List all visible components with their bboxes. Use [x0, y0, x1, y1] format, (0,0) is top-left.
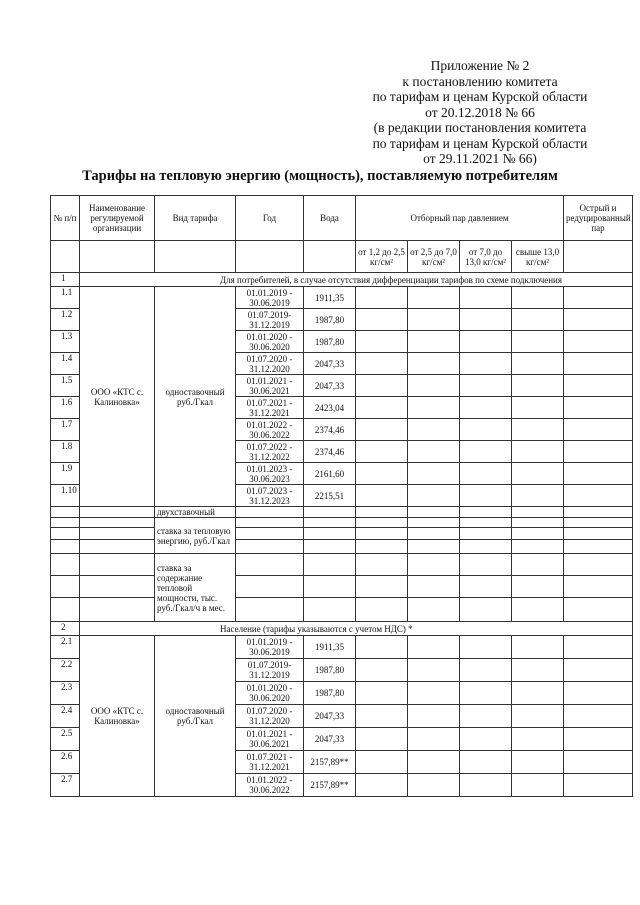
period: 01.01.2023 - 30.06.2023 [236, 463, 304, 485]
period: 01.01.2022 - 30.06.2022 [236, 419, 304, 441]
row-number: 1.8 [51, 441, 80, 463]
period: 01.07.2020 - 31.12.2020 [236, 353, 304, 375]
section-number: 1 [51, 273, 80, 287]
header-line: к постановлению комитета [402, 73, 558, 89]
water-value: 2423,04 [304, 397, 356, 419]
water-value: 1987,80 [304, 309, 356, 331]
rate-capacity-label: ставка за содержание тепловой мощности, тыс. руб./Гкал/ч в мес. [155, 554, 236, 622]
water-value: 1987,80 [304, 331, 356, 353]
table-row [51, 636, 633, 659]
rate-energy-label: ставка за тепловую энергию, руб./Гкал [155, 518, 236, 554]
row-number: 1.2 [51, 309, 80, 331]
col-header-tariff-type: Вид тарифа [155, 196, 236, 241]
water-value: 2047,33 [304, 375, 356, 397]
period: 01.07.2019-31.12.2019 [236, 659, 304, 682]
water-value: 2161,60 [304, 463, 356, 485]
header-line: Приложение № 2 [430, 58, 530, 73]
section-number: 2 [51, 622, 80, 636]
water-value: 1987,80 [304, 682, 356, 705]
col-subheader-steam-1: от 1,2 до 2,5 кг/см² [356, 241, 408, 273]
col-header-num: № п/п [51, 196, 80, 241]
row-number: 2.6 [51, 751, 80, 774]
period: 01.01.2019 - 30.06.2019 [236, 287, 304, 309]
col-header-water: Вода [304, 196, 356, 241]
period: 01.01.2021 - 30.06.2021 [236, 728, 304, 751]
period: 01.07.2020 - 31.12.2020 [236, 705, 304, 728]
row-number: 2.3 [51, 682, 80, 705]
period: 01.07.2021 - 31.12.2021 [236, 397, 304, 419]
header-line: (в редакции постановления комитета [373, 120, 587, 135]
header-line: от 29.11.2021 № 66) [423, 151, 537, 166]
col-subheader-steam-3: от 7,0 до 13,0 кг/см² [460, 241, 512, 273]
row-number: 2.1 [51, 636, 80, 659]
period: 01.07.2023 - 31.12.2023 [236, 485, 304, 507]
water-value: 2157,89** [304, 774, 356, 797]
row-number: 2.5 [51, 728, 80, 751]
row-number: 2.7 [51, 774, 80, 797]
row-number: 1.1 [51, 287, 80, 309]
tariff-type: одноставочный руб./Гкал [155, 636, 236, 797]
tariff-table [50, 195, 633, 797]
row-number: 2.4 [51, 705, 80, 728]
period: 01.07.2022 - 31.12.2022 [236, 441, 304, 463]
row-number: 1.9 [51, 463, 80, 485]
period: 01.01.2022 - 30.06.2022 [236, 774, 304, 797]
period: 01.01.2020 - 30.06.2020 [236, 682, 304, 705]
row-number: 2.2 [51, 659, 80, 682]
period: 01.07.2019-31.12.2019 [236, 309, 304, 331]
period: 01.01.2020 - 30.06.2020 [236, 331, 304, 353]
table-row [51, 507, 633, 518]
period: 01.01.2019 - 30.06.2019 [236, 636, 304, 659]
water-value: 2047,33 [304, 353, 356, 375]
header-line: по тарифам и ценам Курской области [372, 135, 588, 151]
section-label: Для потребителей, в случае отсутствия дифференциации тарифов по схеме подключения [80, 273, 633, 287]
water-value: 2374,46 [304, 441, 356, 463]
row-number: 1.7 [51, 419, 80, 441]
two-part-label: двухставочный [155, 507, 236, 518]
water-value: 1911,35 [304, 636, 356, 659]
col-header-steam: Отборный пар давлением [356, 196, 564, 241]
header-line: по тарифам и ценам Курской области [372, 89, 588, 104]
row-number: 1.5 [51, 375, 80, 397]
tariff-type: одноставочный руб./Гкал [155, 287, 236, 507]
page-title: Тарифы на тепловую энергию (мощность), поставляемую потребителям [82, 168, 558, 184]
org-name: ООО «КТС с. Калиновка» [80, 287, 155, 507]
water-value: 2374,46 [304, 419, 356, 441]
water-value: 1987,80 [304, 659, 356, 682]
period: 01.01.2021 - 30.06.2021 [236, 375, 304, 397]
col-subheader-steam-2: от 2,5 до 7,0 кг/см² [408, 241, 460, 273]
table-row [51, 287, 633, 309]
water-value: 2157,89** [304, 751, 356, 774]
period: 01.07.2021 - 31.12.2021 [236, 751, 304, 774]
water-value: 2047,33 [304, 705, 356, 728]
document-header [330, 58, 630, 167]
row-number: 1.3 [51, 331, 80, 353]
org-name: ООО «КТС с. Калиновка» [80, 636, 155, 797]
col-header-org: Наименование регулируемой организации [80, 196, 155, 241]
water-value: 1911,35 [304, 287, 356, 309]
col-subheader-steam-4: свыше 13,0 кг/см² [512, 241, 564, 273]
row-number: 1.10 [51, 485, 80, 507]
col-header-year: Год [236, 196, 304, 241]
section-label: Население (тарифы указываются с учетом НДС) * [80, 622, 633, 636]
water-value: 2047,33 [304, 728, 356, 751]
col-header-sharp-steam: Острый и редуцированный пар [564, 196, 633, 241]
water-value: 2215,51 [304, 485, 356, 507]
row-number: 1.4 [51, 353, 80, 375]
row-number: 1.6 [51, 397, 80, 419]
header-line: от 20.12.2018 № 66 [425, 104, 535, 120]
